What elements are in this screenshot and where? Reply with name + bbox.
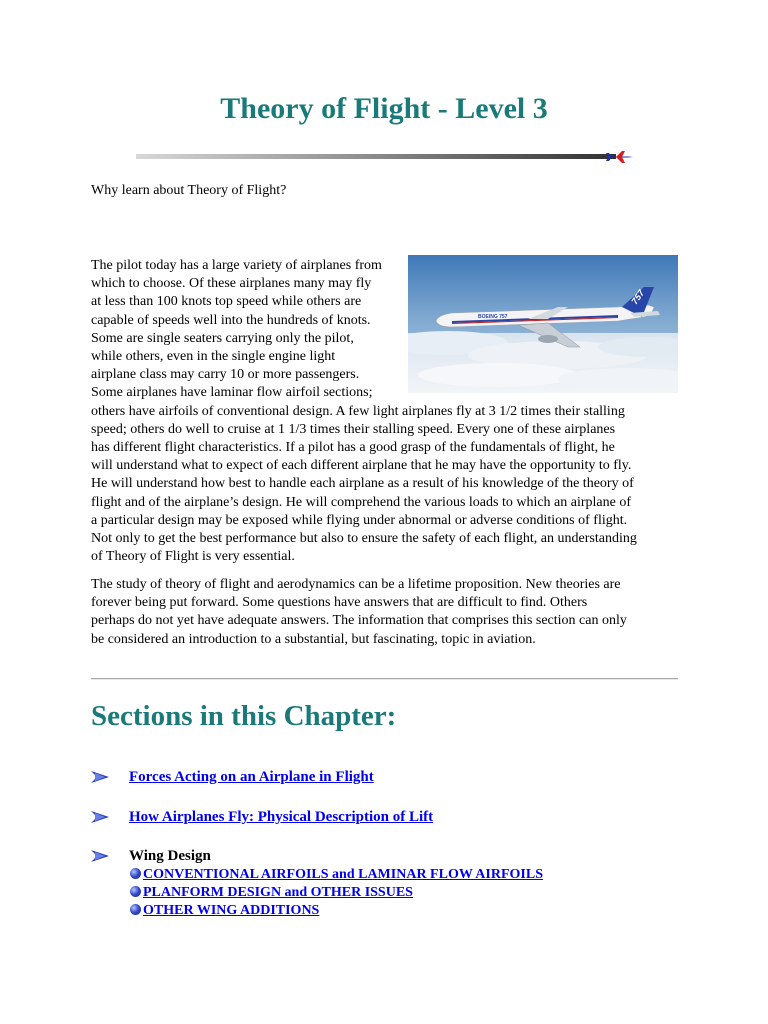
intro-question: Why learn about Theory of Flight? bbox=[91, 183, 287, 198]
wing-subsection-link-additions[interactable]: OTHER WING ADDITIONS bbox=[143, 903, 320, 918]
jet-icon bbox=[606, 151, 633, 163]
round-bullet-icon bbox=[130, 886, 141, 897]
section-divider bbox=[91, 678, 678, 680]
decorative-rule-bar bbox=[136, 151, 636, 163]
arrow-bullet-icon bbox=[91, 810, 111, 824]
section-label-wing-design: Wing Design bbox=[129, 848, 211, 864]
wing-subsection-link-planform[interactable]: PLANFORM DESIGN and OTHER ISSUES bbox=[143, 885, 413, 900]
section-link-lift[interactable]: How Airplanes Fly: Physical Description of Lift bbox=[129, 809, 434, 825]
wing-subsection-item bbox=[130, 885, 413, 901]
intro-paragraph: The pilot today has a large variety of airplanes from which to choose. Of these airplanes many may fly at less than 100 knots top speed while others are capable of speeds well into the hundreds of knots. Some are single seaters carrying only the pilot, while others, even in the single engine light airplane class may carry 10 or more passengers. Some airplanes have laminar flow airfoil sections; others have airfoils of conventional design. A few light airplanes fly at 3 1/2 times their stalling speed; others do well to cruise at 1 1/3 times their stalling speed. Every one of these airplanes has different flight characteristics. If a pilot has a good grasp of the fundamentals of flight, he will understand what to expect of each different airplane that he may have the opportunity to fly. He will understand how best to handle each airplane as a result of his knowledge of the theory of flight and of the airplane’s design. He will comprehend the various loads to which an airplane of a particular design may be exposed while flying under abnormal or adverse conditions of flight. Not only to get the best performance but also to ensure the safety of each flight, an understanding of Theory of Flight is very essential. bbox=[91, 258, 637, 565]
wing-subsection-item bbox=[130, 867, 543, 883]
page-title: Theory of Flight - Level 3 bbox=[220, 92, 548, 125]
arrow-bullet-icon bbox=[91, 849, 111, 863]
svg-text:BOEING 757: BOEING 757 bbox=[478, 314, 508, 320]
svg-text:757: 757 bbox=[629, 288, 647, 307]
study-paragraph: The study of theory of flight and aerodynamics can be a lifetime proposition. New theories are forever being put forward. Some questions have answers that are difficult to find. Others perhaps do not yet have adequate answers. The information that comprises this section can only be considered an introduction to a substantial, but fascinating, topic in aviation. bbox=[91, 577, 627, 647]
wing-subsection-link-airfoils[interactable]: CONVENTIONAL AIRFOILS and LAMINAR FLOW AIRFOILS bbox=[143, 867, 543, 882]
arrow-bullet-icon bbox=[91, 770, 111, 784]
wing-subsection-item bbox=[130, 903, 319, 919]
round-bullet-icon bbox=[130, 868, 141, 879]
sections-heading: Sections in this Chapter: bbox=[91, 700, 397, 732]
section-link-forces[interactable]: Forces Acting on an Airplane in Flight bbox=[129, 769, 374, 785]
round-bullet-icon bbox=[130, 904, 141, 915]
